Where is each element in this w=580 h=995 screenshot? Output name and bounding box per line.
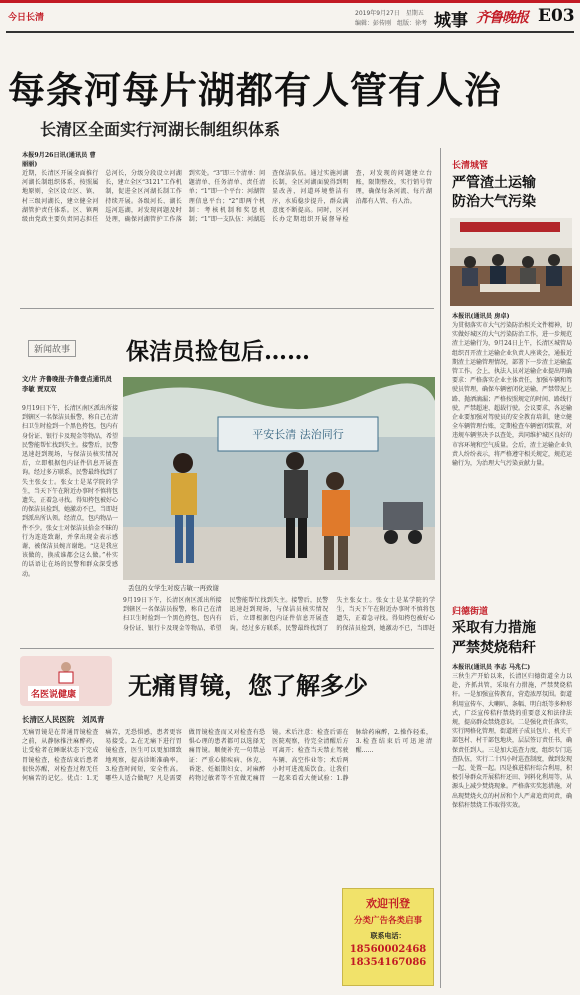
right-top-title-1: 严管渣土运输: [452, 175, 536, 191]
ad-phone-2: 18354167086: [349, 957, 427, 968]
ad-title-2: 分类广告各类启事: [353, 916, 422, 926]
health-rule: [20, 648, 434, 649]
right-top-byline: 本报讯(通讯员 房卓): [452, 313, 510, 320]
health-headline: 无痛胃镜，您了解多少: [128, 671, 368, 700]
photo-wall-sign: 平安长清 法治同行: [252, 428, 344, 441]
health-column-tag: 名医说健康: [28, 686, 79, 701]
health-column-badge: [20, 656, 112, 706]
section-tag: 今日长清: [8, 13, 45, 23]
page-number: E03: [538, 6, 575, 26]
feature-headline: 保洁员捡包后……: [126, 338, 310, 365]
feature-photo: [123, 377, 435, 580]
right-mid-kicker: 归德街道: [452, 607, 489, 617]
meeting-photo: [450, 218, 572, 306]
feature-photo-caption: 丢包的女学生对废吉敏一再致谢: [128, 584, 219, 592]
right-top-body: 为贯彻落实市大气污染防治相关文件精神，切实做好城区的大气污染防治工作，进一步规范渣土运输行为，9月24日上午，长清区城管局组织召开渣土运输企业负责人座谈会，通报近期渣土运输管理情况，部署下一步渣土运输监管工作。会上，执法人员对运输企业提出明确要求：严格落实企业主体责任，加强车辆和驾驶员管理，确保车辆密闭化运输，严禁带泥上路、抛洒滴漏；严格按照规定的时间、路线行驶，严禁超速、超载行驶。会议要求，各运输企业要加强对驾驶员的安全教育培训，建立健全车辆管理台账，定期检查车辆密闭装置，对违规车辆坚决予以查处，共同维护城区良好的市容环境和空气质量。会后，渣土运输企业负责人纷纷表示，将严格遵守相关规定，规范运输行为，为治理大气污染贡献力量。: [452, 322, 572, 468]
doctor-icon: [54, 660, 78, 684]
right-mid-body: 三秋生产开始以来，长清区归德街道全力以赴，齐抓共管，采取有力措施，严禁焚烧秸秆。一是加强宣传教育，营造浓厚氛围。街道利用宣传车、大喇叭、条幅、明白纸等多种形式，广泛宣传秸秆禁烧的重要意义和法律法规，提高群众禁烧意识。二是强化责任落实，实行网格化管理，街道班子成员包片、机关干部包村、村干部包地块，层层签订责任书，确保责任到人。三是加大巡查力度，组织专门巡查队伍，实行二十四小时巡查制度，做到发现一起、处置一起。四是推进秸秆综合利用，积极引导群众开展秸秆还田、饲料化利用等，从源头上减少焚烧现象。严格落实奖惩措施，对出现焚烧火点的村居和个人严肃追责问责，确保秸秆禁烧工作取得实效。: [452, 673, 572, 809]
health-body: 无痛胃镜是在普通胃镜检查之前，从静脉推注麻醉药，让受检者在睡眠状态下完成胃镜检查，检查结束后患者很快苏醒，对检查过程无任何痛苦的记忆。优点：1.无痛苦，无恐惧感，患者更容易接受。2.在无痛下进行胃镜检查，医生可以更加细致地观察，提高诊断准确率。3.检查时间短，安全性高。哪些人适合做呢？凡是需要做胃镜检查而又对检查有恐惧心理的患者都可以选择无痛胃镜。顺便补充一句禁忌证：严重心肺疾病、休克、昏迷、妊娠期妇女、对麻醉药物过敏者等不宜做无痛胃镜。术后注意：检查后需在医院观察，待完全清醒后方可离开；检查当天禁止驾驶车辆、高空作业等；术后两小时可进流质饮食。让我们一起来看看大便试验：1.静脉给药麻醉，2.操作轻柔，3.检查结束后可迅速清醒……: [22, 729, 432, 783]
health-byline: 长清区人民医院 刘凤青: [22, 715, 105, 724]
header-rule: [6, 31, 574, 33]
feature-body-tail: 9月19日下午，长清区南区派出所接到辖区一名保洁员报警，称自己在清扫卫生时捡到一个黑色挎包，包内有身份证、银行卡及现金等物品，希望民警能帮忙找到失主。接警后，民警迅速赶到现场，与保洁员核实情况后，立即根据包内证件信息开展查询。经过多方联系，民警最终找到了失主张女士。张女士是某学院的学生，当天下午在附近办事时不慎将包遗失，正着急寻找。得知挎包被好心的保洁员捡到，她激动不已，当即赶: [123, 597, 435, 632]
right-mid-title-1: 采取有力措施: [452, 620, 536, 636]
right-top-kicker: 长清城管: [452, 161, 489, 171]
lead-body: 近期，长清区开展全面推行河湖长制组织体系，按照属地原则，全区设立区、镇、村三级河湖长，建立健全河湖管护责任体系。区、镇两级由党政主要负责同志担任总河长，分级分段设立河湖长，建立全区“3121”工作机制，促进全区河湖长制工作持续开展。各级河长、湖长巡河巡湖，对发现问题及时处理，确保河湖管护工作落到实处。“3”即三个清单：问题清单、任务清单、责任清单；“1”即一个平台：河湖管理信息平台；“2”即两个机制：考核机制和奖惩机制；“1”即一支队伍：河湖巡查保洁队伍。通过实施河湖长制，全区河湖面貌得到明显改善，河道环境整洁有序，水质稳步提升，群众满意度不断提高。同时，区河长办定期组织开展督导检查，对发现的问题建立台账，限期整改，实行销号管理，确保每条河流、每片湖泊都有人管、有人治。: [22, 170, 432, 224]
right-mid-byline: 本报讯(通讯员 李志 马兆仁): [452, 664, 531, 671]
feature-byline: 文/片 齐鲁晚报·齐鲁壹点通讯员 李敏 贾双双: [22, 375, 112, 393]
top-red-stripe: [0, 0, 580, 3]
ad-phone-1: 18560002468: [349, 944, 427, 955]
feature-body: 9月19日下午，长清区南区派出所接到辖区一名保洁员报警，称自己在清扫卫生时捡到一个黑色挎包，包内有身份证、银行卡及现金等物品，希望民警能帮忙找到失主。接警后，民警迅速赶到现场，与保洁员核实情况后，立即根据包内证件信息开展查询。经过多方联系，民警最终找到了失主张女士。张女士是某学院的学生，当天下午在附近办事时不慎将包遗失，正着急寻找。得知挎包被好心的保洁员捡到，她激动不已，当即赶到派出所认领。经清点，包内物品一件不少。张女士对保洁员拾金不昧的行为连连致谢，并拿出现金表示感谢，被保洁员婉言谢绝。“这是我应该做的，换成谁都会这么做。”朴实的话语让在场的民警和群众深受感动。: [22, 405, 118, 578]
right-column-divider: [440, 148, 441, 988]
feature-rule: [20, 308, 434, 309]
masthead-logo: 齐鲁晚报: [476, 10, 528, 26]
feature-column-tag: 新闻故事: [28, 340, 76, 357]
header-date: 2019年9月27日 星期五: [355, 10, 424, 17]
lead-headline: 每条河每片湖都有人管有人治: [8, 68, 502, 112]
lead-byline: 本报9月26日讯(通讯员 曹丽丽): [22, 152, 96, 169]
lead-subhead: 长清区全面实行河湖长制组织体系: [40, 120, 281, 139]
header-editor: 编辑：彭传刚 组版：徐考: [355, 20, 428, 27]
ad-phone-label: 联系电话：: [370, 931, 406, 940]
ad-title-1: 欢迎刊登: [366, 897, 410, 910]
right-top-title-2: 防治大气污染: [452, 194, 536, 210]
section-name: 城事: [434, 11, 468, 31]
classified-ad: [342, 888, 434, 986]
feature-body-continued: [123, 596, 435, 642]
right-mid-title-2: 严禁焚烧秸秆: [452, 640, 536, 656]
